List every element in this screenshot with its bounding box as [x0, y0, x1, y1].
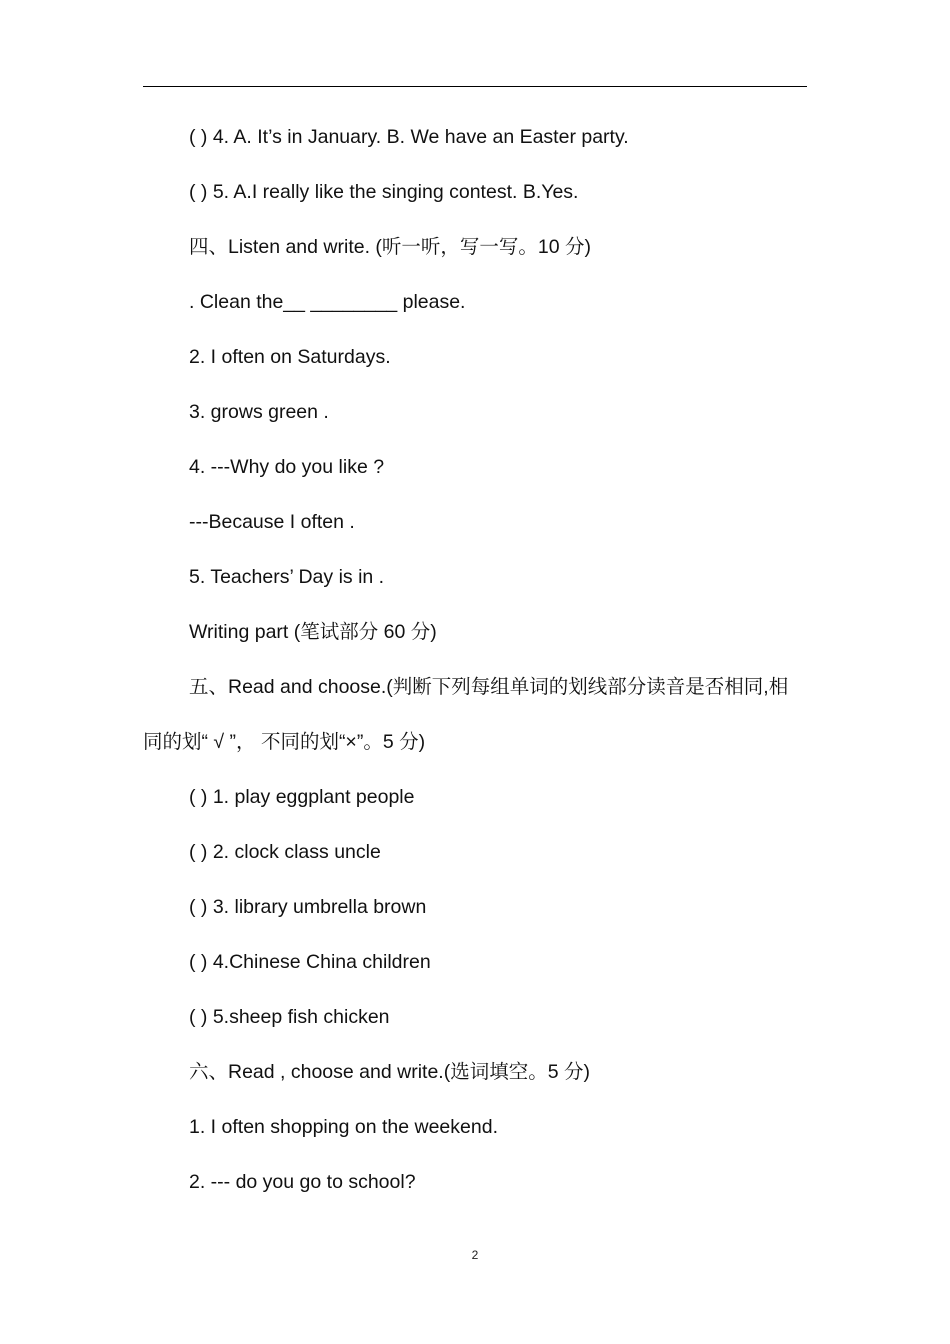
choose-item-3: ( ) 3. library umbrella brown — [189, 896, 427, 918]
choose-item-4: ( ) 4.Chinese China children — [189, 951, 431, 973]
header-rule — [143, 86, 807, 87]
listening-item-5: ( ) 5. A.I really like the singing contest. B.Yes. — [189, 181, 579, 203]
choose-item-1: ( ) 1. play eggplant people — [189, 786, 415, 808]
section-4-heading: 四、Listen and write. (听一听，写一写。10 分) — [189, 236, 592, 258]
fill-item-2: 2. --- do you go to school? — [189, 1171, 416, 1193]
choose-item-2: ( ) 2. clock class uncle — [189, 841, 381, 863]
write-item-4-answer: ---Because I often . — [189, 511, 355, 533]
write-item-1: . Clean the__ ________ please. — [189, 291, 466, 313]
write-item-5: 5. Teachers’ Day is in . — [189, 566, 385, 588]
section-6-heading: 六、Read , choose and write.(选词填空。5 分) — [189, 1061, 590, 1083]
page-number: 2 — [471, 1248, 479, 1262]
section-5-instruction: 五、Read and choose.(判断下列每组单词的划线部分读音是否相同,相同的划“ √ ”， 不同的划“×”。5 分) — [143, 676, 789, 753]
fill-item-1: 1. I often shopping on the weekend. — [189, 1116, 498, 1138]
write-item-2: 2. I often on Saturdays. — [189, 346, 391, 368]
write-item-4-question: 4. ---Why do you like ? — [189, 456, 385, 478]
page-content — [143, 110, 807, 1210]
writing-part-heading: Writing part (笔试部分 60 分) — [189, 621, 437, 643]
write-item-3: 3. grows green . — [189, 401, 329, 423]
choose-item-5: ( ) 5.sheep fish chicken — [189, 1006, 390, 1028]
listening-item-4: ( ) 4. A. It’s in January. B. We have an Easter party. — [189, 126, 629, 148]
